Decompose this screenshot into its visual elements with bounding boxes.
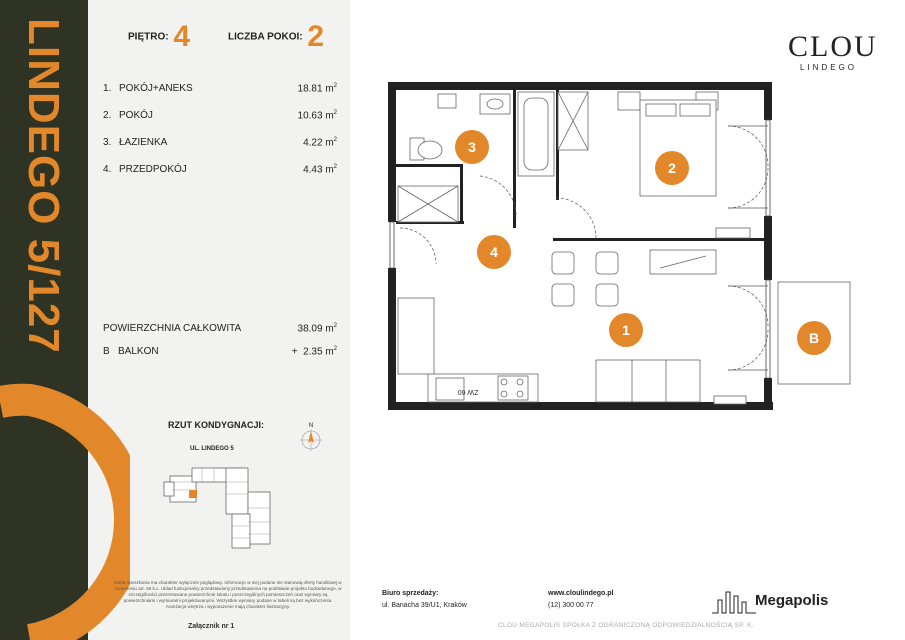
room-name: ŁAZIENKA [119,137,168,148]
compass-north-label: N [308,423,314,429]
rooms-count-value: 2 [307,20,325,53]
room-3-label: 3 [468,139,476,155]
balcony-value: + 2.35 $m^2$ [291,346,337,358]
total-area-value: 38.09 $m^2$ [297,323,337,335]
balcony-area [103,346,343,360]
room-4-label: 4 [490,244,498,260]
total-area-label: POWIERZCHNIA CAŁKOWITA [103,323,242,334]
total-area [103,323,343,337]
balcony-label: B [808,330,820,346]
developer-logo: Megapolis [755,592,829,609]
room-name: POKÓJ+ANEKS [119,83,193,94]
megapolis-skyline-icon [712,588,756,614]
fridge-label: ZW 60 [457,388,479,395]
compass-icon [299,420,323,456]
room-row [103,83,343,97]
room-area: 18.81 $m^2$ [297,83,337,95]
side-title: LINDEGO 5/127 [19,18,68,354]
floor-label: PIĘTRO: [128,31,169,43]
disclaimer-text: Karta mieszkania ma charakter wyłącznie poglądowy. Informacje w niej podane nie stanowią oferty handlowej w rozumieniu art. 66 k.c. Układ funkcjonalny przedstawiony przedstawiona na podstawie projektu budowlanego, w szczególności prezentowane powierzchnie lokalu i poszczególnych pomieszczeń oraz wymiary są powierzchniami i wymiarami projektowanymi. Wszystkie wymiary podane w tabeli są bez wykończenia. Aranżacja wnętrza i wyposażenie mają charakter ilustracyjny. [114,580,342,609]
apartment-floor-plan [380,78,880,423]
room-name: POKÓJ [119,110,153,121]
rooms-count-info [228,20,324,54]
rooms-count-label: LICZBA POKOI: [228,31,303,43]
room-row [103,137,343,151]
phone-number: (12) 300 00 77 [548,602,594,609]
apartment-highlight [189,490,197,498]
room-area: 4.22 $m^2$ [303,137,337,149]
room-1-label: 1 [622,322,630,338]
street-label: UL. LINDEGO 5 [190,446,234,452]
logo-subtitle: LINDEGO [800,63,858,72]
room-number: 1. [103,83,112,94]
company-name: CLOU MEGAPOLIS SPÓŁKA Z OGRANICZONĄ ODPOWIEDZIALNOŚCIĄ SP. K. [498,622,754,629]
room-number: 2. [103,110,112,121]
floor-info [128,20,190,54]
room-area: 10.63 $m^2$ [297,110,337,122]
building-key-plan [162,462,292,562]
sales-office-address: ul. Banacha 39/U1, Kraków [382,602,467,609]
floor-value: 4 [173,20,191,53]
attachment-label: Załącznik nr 1 [188,623,235,630]
sales-office-title: Biuro sprzedaży: [382,590,439,597]
clou-logo: CLOU [788,30,878,63]
website-link[interactable]: www.cloulindego.pl [548,590,614,597]
floorplan-title: RZUT KONDYGNACJI: [168,420,264,430]
room-row [103,164,343,178]
balcony-label: B BALKON [103,346,159,357]
room-name: PRZEDPOKÓJ [119,164,187,175]
room-area: 4.43 $m^2$ [303,164,337,176]
room-number: 4. [103,164,112,175]
room-row [103,110,343,124]
room-number: 3. [103,137,112,148]
room-2-label: 2 [668,160,676,176]
